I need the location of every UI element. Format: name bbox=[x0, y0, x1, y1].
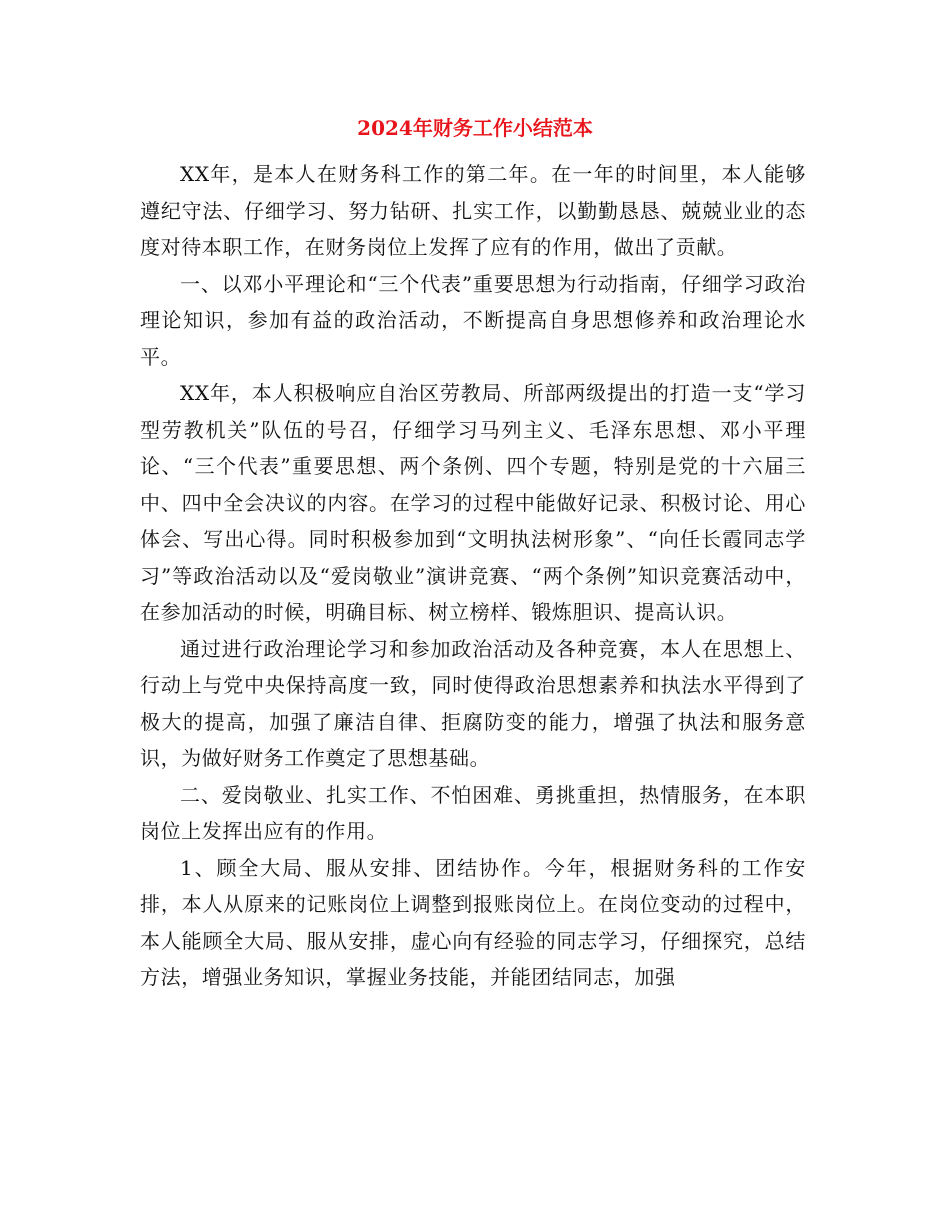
paragraph: XX年，本人积极响应自治区劳教局、所部两级提出的打造一支“学习型劳教机关”队伍的号召，仔细学习马列主义、毛泽东思想、邓小平理论、“三个代表”重要思想、两个条例、四个专题，特别是党的十六届三中、四中全会决议的内容。在学习的过程中能做好记录、积极讨论、用心体会、写出心得。同时积极参加到“文明执法树形象”、“向任长霞同志学习”等政治活动以及“爱岗敬业”演讲竞赛、“两个条例”知识竞赛活动中，在参加活动的时候，明确目标、树立榜样、锻炼胆识、提高认识。 bbox=[140, 381, 806, 624]
paragraph: 1、顾全大局、服从安排、团结协作。今年，根据财务科的工作安排，本人从原来的记账岗位上调整到报账岗位上。在岗位变动的过程中，本人能顾全大局、服从安排，虚心向有经验的同志学习，仔细探究，总结方法，增强业务知识，掌握业务技能，并能团结同志，加强 bbox=[140, 855, 806, 989]
document-body bbox=[140, 156, 806, 996]
paragraph: 二、爱岗敬业、扎实工作、不怕困难、勇挑重担，热情服务，在本职岗位上发挥出应有的作用。 bbox=[140, 782, 806, 843]
paragraph: XX年，是本人在财务科工作的第二年。在一年的时间里，本人能够遵纪守法、仔细学习、努力钻研、扎实工作，以勤勤恳恳、兢兢业业的态度对待本职工作，在财务岗位上发挥了应有的作用，做出了贡献。 bbox=[140, 162, 806, 259]
document-title: 2024年财务工作小结范本 bbox=[357, 116, 593, 140]
paragraph: 一、以邓小平理论和“三个代表”重要思想为行动指南，仔细学习政治理论知识，参加有益的政治活动，不断提高自身思想修养和政治理论水平。 bbox=[140, 271, 806, 369]
paragraph: 通过进行政治理论学习和参加政治活动及各种竞赛，本人在思想上、行动上与党中央保持高度一致，同时使得政治思想素养和执法水平得到了极大的提高，加强了廉洁自律、拒腐防变的能力，增强了执法和服务意识，为做好财务工作奠定了思想基础。 bbox=[140, 636, 806, 770]
